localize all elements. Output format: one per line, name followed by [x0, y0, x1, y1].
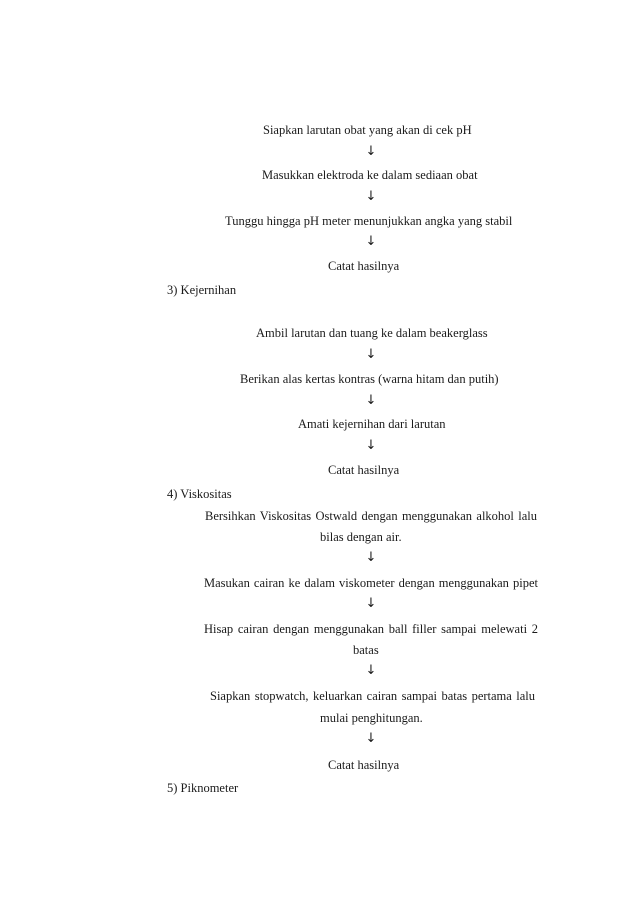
section-heading-viskositas: 4) Viskositas	[167, 487, 232, 501]
kejernihan-step-2: Berikan alas kertas kontras (warna hitam dan putih)	[240, 372, 499, 386]
viskositas-step-4-line-2: mulai penghitungan.	[320, 711, 423, 725]
ph-step-2: Masukkan elektroda ke dalam sediaan obat	[262, 168, 478, 182]
kejernihan-step-4: Catat hasilnya	[328, 463, 400, 477]
down-arrow-icon: ↓	[365, 663, 377, 678]
viskositas-step-3-line-2: batas	[353, 643, 379, 657]
down-arrow-icon: ↓	[365, 438, 377, 453]
ph-step-4: Catat hasilnya	[328, 259, 400, 273]
down-arrow-icon: ↓	[365, 189, 377, 204]
down-arrow-icon: ↓	[365, 347, 377, 362]
section-heading-kejernihan: 3) Kejernihan	[167, 283, 237, 297]
viskositas-step-4-line-1: Siapkan stopwatch, keluarkan cairan sampai batas pertama lalu	[210, 689, 535, 703]
down-arrow-icon: ↓	[365, 550, 377, 565]
viskositas-step-3-line-1: Hisap cairan dengan menggunakan ball filler sampai melewati 2	[204, 622, 538, 636]
down-arrow-icon: ↓	[365, 144, 377, 159]
down-arrow-icon: ↓	[365, 731, 377, 746]
kejernihan-step-1: Ambil larutan dan tuang ke dalam beakerglass	[256, 326, 488, 340]
ph-step-3: Tunggu hingga pH meter menunjukkan angka yang stabil	[225, 214, 513, 228]
viskositas-step-5: Catat hasilnya	[328, 758, 400, 772]
down-arrow-icon: ↓	[365, 596, 377, 611]
viskositas-step-2: Masukan cairan ke dalam viskometer dengan menggunakan pipet	[204, 576, 538, 590]
down-arrow-icon: ↓	[365, 234, 377, 249]
section-heading-piknometer: 5) Piknometer	[167, 781, 239, 795]
viskositas-step-1-line-2: bilas dengan air.	[320, 530, 402, 544]
ph-step-1: Siapkan larutan obat yang akan di cek pH	[263, 123, 472, 137]
down-arrow-icon: ↓	[365, 393, 377, 408]
kejernihan-step-3: Amati kejernihan dari larutan	[298, 417, 446, 431]
viskositas-step-1-line-1: Bersihkan Viskositas Ostwald dengan menggunakan alkohol lalu	[205, 509, 537, 523]
